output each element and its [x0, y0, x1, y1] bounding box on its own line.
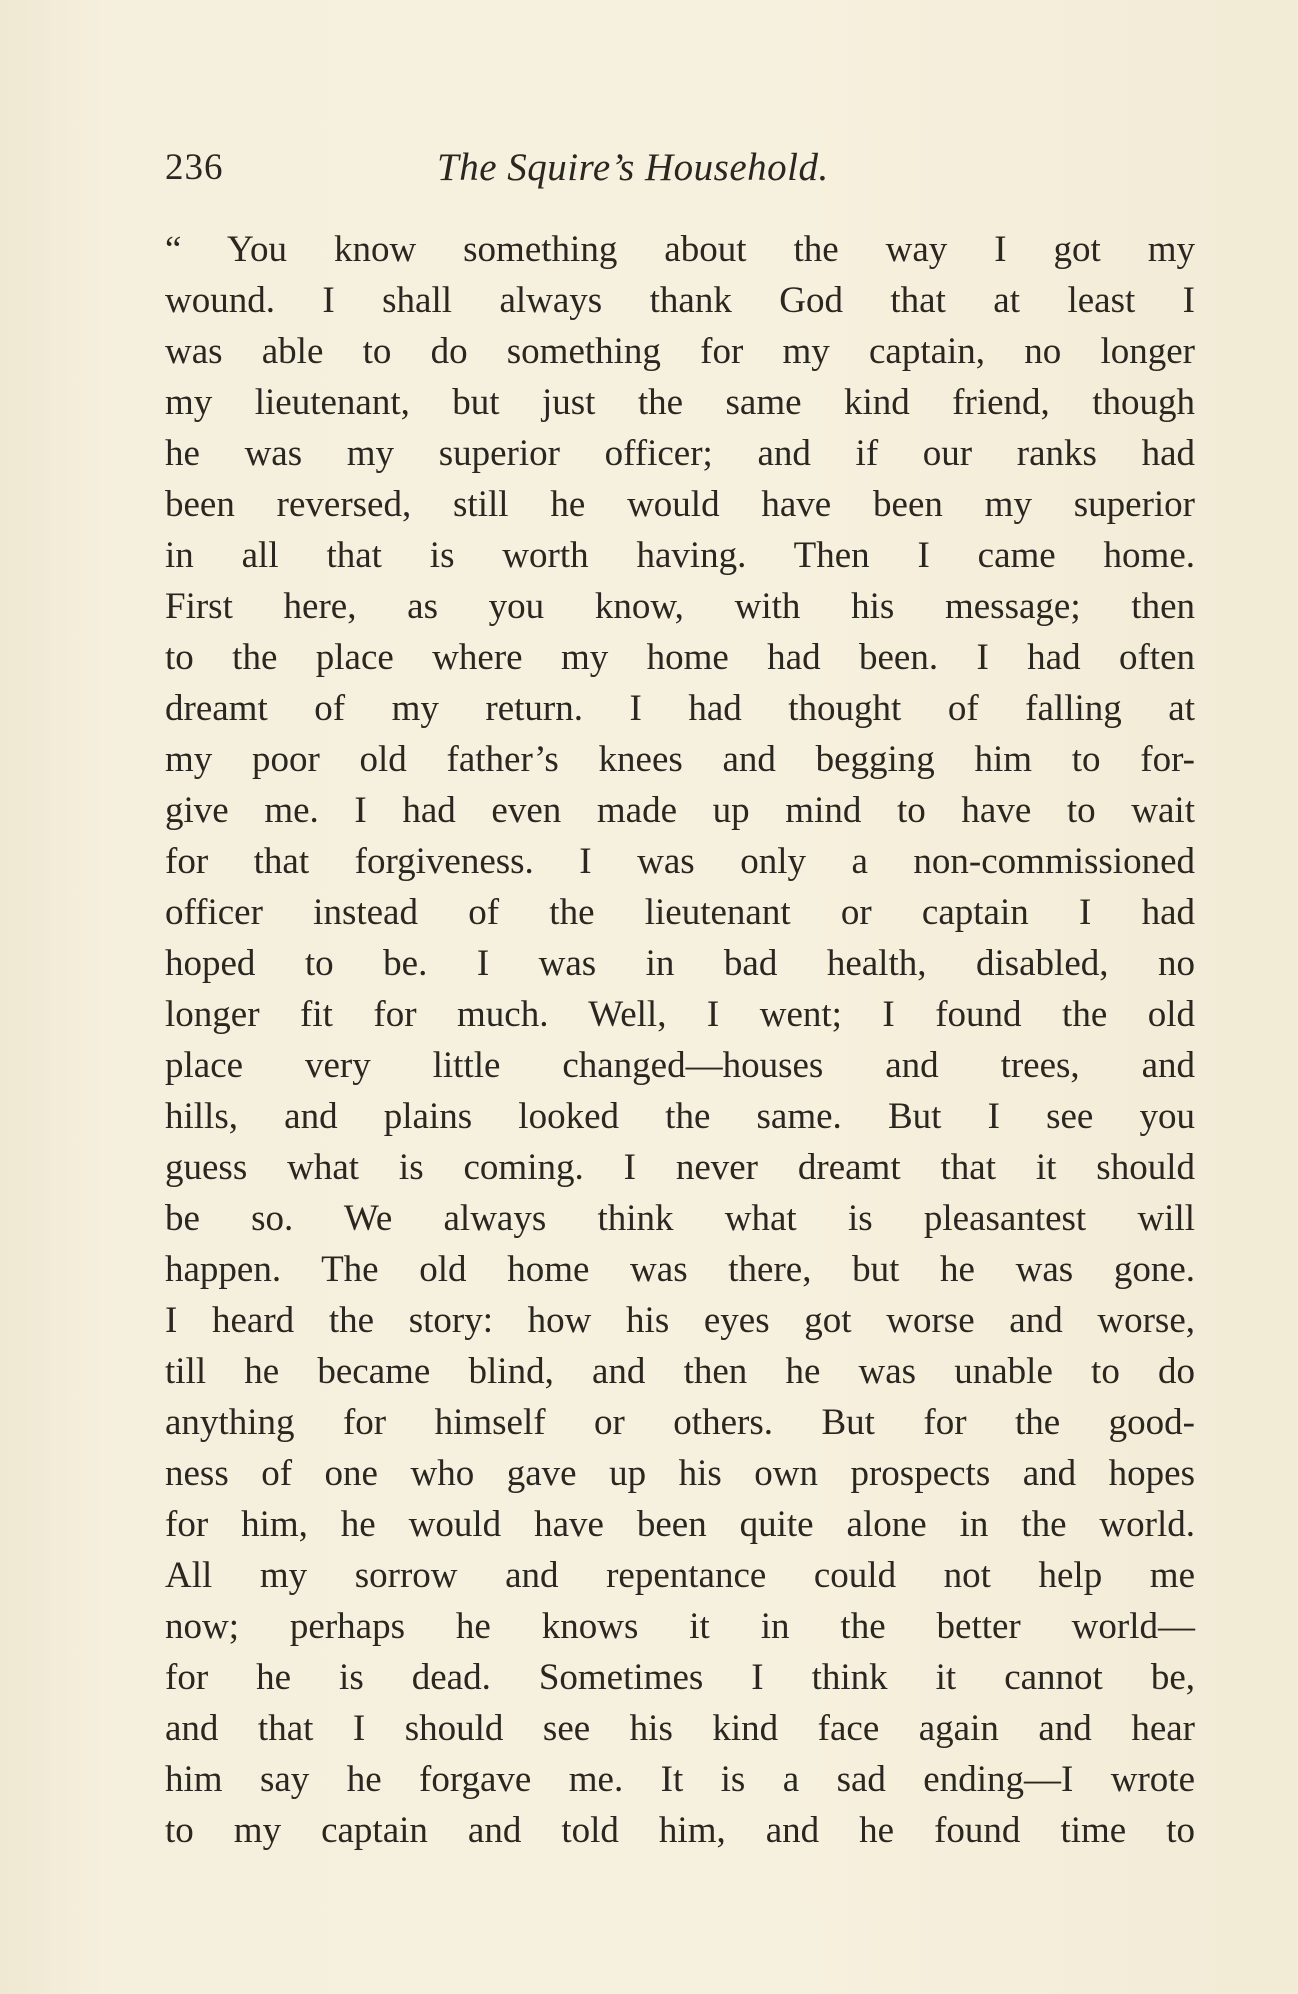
- text-line: I heard the story: how his eyes got worse and worse,: [165, 1300, 1195, 1341]
- text-line: longer fit for much. Well, I went; I found the old: [165, 994, 1195, 1035]
- body-text: [165, 224, 1195, 1856]
- text-line: dreamt of my return. I had thought of falling at: [165, 688, 1195, 729]
- running-title: The Squire’s Household.: [437, 146, 829, 189]
- text-line: “ You know something about the way I got my: [165, 229, 1195, 270]
- text-line: my lieutenant, but just the same kind friend, though: [165, 382, 1195, 423]
- text-line: and that I should see his kind face again and hear: [165, 1708, 1195, 1749]
- text-line: to my captain and told him, and he found time to: [165, 1810, 1195, 1851]
- text-line: ness of one who gave up his own prospects and hopes: [165, 1453, 1195, 1494]
- text-line: in all that is worth having. Then I came home.: [165, 535, 1195, 576]
- text-line: for he is dead. Sometimes I think it cannot be,: [165, 1657, 1195, 1698]
- text-line: place very little changed—houses and trees, and: [165, 1045, 1195, 1086]
- text-line: hills, and plains looked the same. But I see you: [165, 1096, 1195, 1137]
- text-line: officer instead of the lieutenant or captain I had: [165, 892, 1195, 933]
- text-line: for him, he would have been quite alone in the world.: [165, 1504, 1195, 1545]
- text-line: him say he forgave me. It is a sad ending—I wrote: [165, 1759, 1195, 1800]
- text-line: hoped to be. I was in bad health, disabled, no: [165, 943, 1195, 984]
- text-line: be so. We always think what is pleasantest will: [165, 1198, 1195, 1239]
- text-line: now; perhaps he knows it in the better world—: [165, 1606, 1195, 1647]
- text-line: give me. I had even made up mind to have to wait: [165, 790, 1195, 831]
- text-line: anything for himself or others. But for the good-: [165, 1402, 1195, 1443]
- text-line: wound. I shall always thank God that at least I: [165, 280, 1195, 321]
- text-line: All my sorrow and repentance could not help me: [165, 1555, 1195, 1596]
- text-line: First here, as you know, with his message; then: [165, 586, 1195, 627]
- text-line: happen. The old home was there, but he was gone.: [165, 1249, 1195, 1290]
- text-line: my poor old father’s knees and begging him to for-: [165, 739, 1195, 780]
- text-line: been reversed, still he would have been my superior: [165, 484, 1195, 525]
- text-line: guess what is coming. I never dreamt that it should: [165, 1147, 1195, 1188]
- text-line: he was my superior officer; and if our ranks had: [165, 433, 1195, 474]
- text-line: was able to do something for my captain, no longer: [165, 331, 1195, 372]
- text-line: for that forgiveness. I was only a non-commissioned: [165, 841, 1195, 882]
- text-line: till he became blind, and then he was unable to do: [165, 1351, 1195, 1392]
- page-number: 236: [165, 147, 224, 188]
- text-line: to the place where my home had been. I had often: [165, 637, 1195, 678]
- page-header: [165, 138, 1195, 198]
